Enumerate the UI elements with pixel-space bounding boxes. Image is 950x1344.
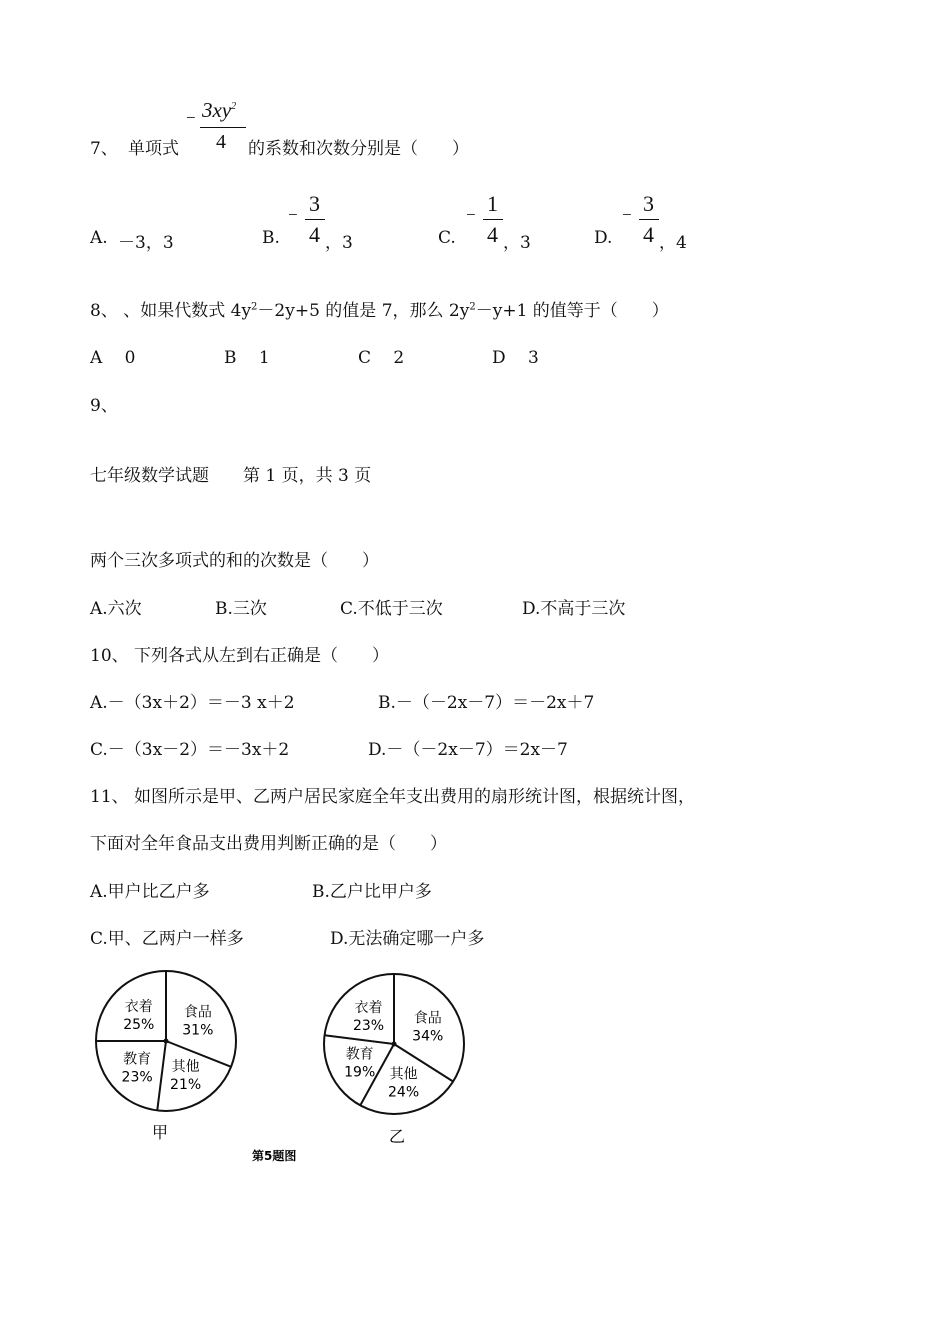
q7-option-b-tail: ，3 [325,233,353,253]
q9-option-c: C.不低于三次 [340,599,443,619]
q7-option-d-label: D. [594,228,613,248]
q7-option-d-bar [639,219,659,220]
page-footer: 七年级数学试题 第 1 页，共 3 页 [90,466,372,486]
pie-slice-percent: 19% [344,1064,376,1081]
pie-slice-label: 其他 [389,1066,418,1083]
q8-option-b: B 1 [224,348,270,368]
q7-frac-bar [200,127,246,128]
pie-slice-label: 其他 [171,1059,200,1076]
q9-option-a: A.六次 [90,599,142,619]
pie-slice-percent: 23% [352,1018,385,1035]
pie-slice-percent: 31% [182,1022,214,1039]
q7-frac-numerator: $3xy^2$ [202,98,237,122]
q7-frac-denominator: 4 [216,131,226,153]
q7-option-c-label: C. [438,228,456,248]
pie-slice-label: 衣着 [354,1000,383,1017]
pie-center-dot [392,1042,397,1047]
q7-option-b-bar [305,219,325,220]
pie-center-dot [164,1039,169,1044]
q7-option-b-num: 3 [309,191,320,216]
pie-slice-label: 教育 [123,1051,152,1068]
q7-option-d-num: 3 [643,191,654,216]
q7-option-c-bar [483,219,503,220]
q7-option-b-label: B. [262,228,280,248]
pie-slice-label: 衣着 [124,998,153,1015]
q7-option-d-neg: − [622,205,632,224]
q9-stem: 两个三次多项式的和的次数是（ ） [90,551,379,571]
q7-option-c-den: 4 [487,222,498,247]
q10-option-d: D.－（－2x－7）＝2x－7 [368,740,568,760]
pie-slice-label: 教育 [345,1046,374,1063]
q8-stem: 8、 、如果代数式 $4y^2-2y+5$ 的值是 7，那么 $2y^2-y+1$ 的值等于（ ） [90,301,669,321]
pie-chart-yi [324,974,464,1114]
q10-option-c: C.－（3x－2）＝－3x＋2 [90,740,290,760]
q8-option-d: D 3 [492,348,539,368]
pie-slice-label: 食品 [183,1004,212,1021]
q7-neg-sign: − [186,108,196,127]
pie-chart-jia [96,971,236,1111]
q11-stem-line2: 下面对全年食品支出费用判断正确的是（ ） [90,834,447,854]
q8-option-c: C 2 [358,348,405,368]
pie-slice-percent: 25% [123,1016,155,1033]
q11-option-c: C.甲、乙两户一样多 [90,929,244,949]
q9-option-b: B.三次 [215,599,267,619]
q7-lead: 单项式 [128,139,179,159]
q7-option-d-den: 4 [643,222,654,247]
pie-slice-percent: 34% [412,1028,444,1045]
q10-stem: 10、 下列各式从左到右正确是（ ） [90,646,390,666]
pie-slice-label: 食品 [413,1010,442,1027]
q9-option-d: D.不高于三次 [522,599,626,619]
q10-option-b: B.－（－2x－7）＝－2x＋7 [378,693,595,713]
q7-option-b-den: 4 [309,222,320,247]
q7-tail: 的系数和次数分别是（ ） [248,139,469,159]
q10-option-a: A.－（3x＋2）＝－3 x＋2 [90,693,295,713]
q7-option-a-label: A. [90,228,108,248]
q11-option-b: B.乙户比甲户多 [312,882,432,902]
q9-number: 9、 [90,396,118,416]
q11-stem-line1: 11、 如图所示是甲、乙两户居民家庭全年支出费用的扇形统计图，根据统计图， [90,787,696,807]
q7-option-c-num: 1 [487,191,498,216]
q11-option-d: D.无法确定哪一户多 [330,929,485,949]
pie-chart-figure [92,968,482,1168]
figure-caption: 第5题图 [252,1149,297,1163]
pie-slice-percent: 23% [121,1069,153,1086]
q7-number: 7、 [90,139,118,159]
pie-slice-percent: 21% [170,1077,202,1094]
q8-option-a: A 0 [90,348,136,368]
pie-slice-percent: 24% [388,1084,420,1101]
q7-option-c-tail: ，3 [503,233,531,253]
pie-title-jia: 甲 [152,1123,169,1142]
pie-title-yi: 乙 [389,1127,406,1146]
q7-option-c-neg: − [466,205,476,224]
q7-option-a-text: －3，3 [118,233,174,253]
q7-option-b-neg: − [288,205,298,224]
q11-option-a: A.甲户比乙户多 [90,882,210,902]
q7-option-d-tail: ，4 [659,233,687,253]
